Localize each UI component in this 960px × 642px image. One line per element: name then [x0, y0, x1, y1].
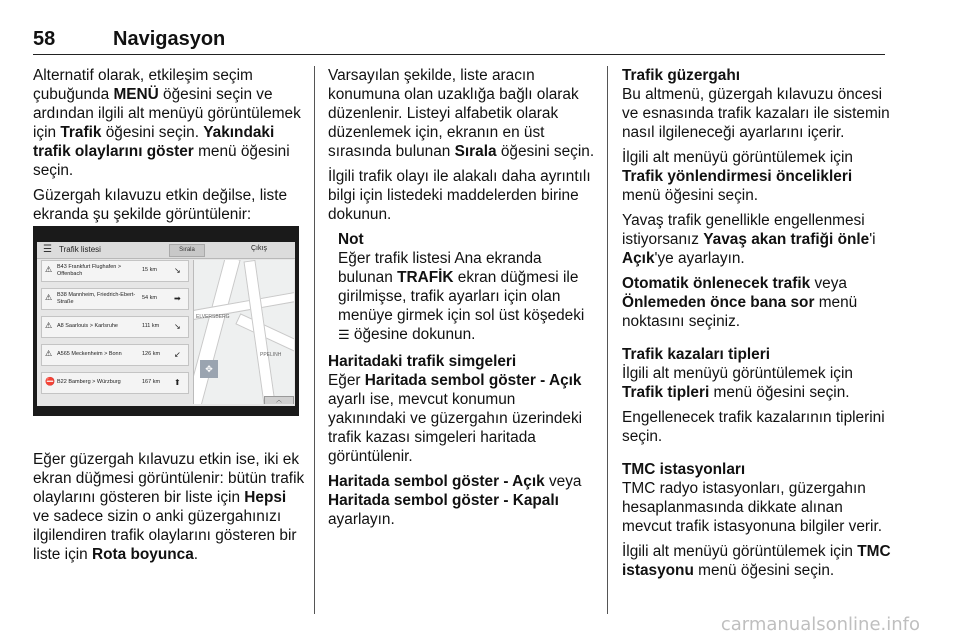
paragraph: Eğer güzergah kılavuzu etkin ise, iki ek ekran düğmesi görüntülenir: bütün trafik olaylarını gösteren bir liste için Hepsi ve sadece sizin o anki güzergahınızı ilgilendiren trafik olaylarını gösteren bir liste için Rota boyunca.: [33, 451, 305, 563]
traffic-list: [41, 260, 189, 404]
paragraph: Bu altmenü, güzergah kılavuzu öncesi ve esnasında trafik kazaları ile sistemin nasıl ilgileneceği ayarlarını içerir.: [622, 86, 890, 141]
paragraph: İlgili alt menüyü görüntülemek için TMC istasyonu menü öğesini seçin.: [622, 543, 891, 579]
list-item[interactable]: ⚠ B43 Frankfurt Flughafen > Offenbach 15 km ↘: [41, 260, 189, 282]
traffic-list-screenshot: [33, 226, 299, 416]
column-divider: [607, 66, 608, 614]
sort-button[interactable]: Sırala: [169, 244, 205, 257]
section-heading: Trafik güzergahı: [622, 67, 741, 84]
paragraph: İlgili alt menüyü görüntülemek için Trafik yönlendirmesi öncelikleri menü öğesini seçin.: [622, 149, 853, 204]
paragraph: İlgili trafik olayı ile alakalı daha ayrıntılı bilgi için listedeki maddelerden birine dokunun.: [328, 168, 591, 223]
column-2: [328, 66, 596, 535]
list-item[interactable]: ⚠ A8 Saarlouis > Karlsruhe 111 km ↘: [41, 316, 189, 338]
warning-icon: ⚠: [45, 349, 53, 358]
column-1-lower: [33, 450, 305, 570]
direction-arrow-icon: ➡: [174, 294, 181, 303]
map-label: PPELINH: [260, 352, 282, 358]
page-number: 58: [33, 28, 56, 50]
section-heading: TMC istasyonları: [622, 461, 746, 478]
paragraph: Eğer Haritada sembol göster - Açık ayarlı ise, mevcut konumun yakınındaki ve güzergahın üzerindeki trafik kazası simgeleri haritada görüntülenir.: [328, 372, 583, 465]
screen-title: Trafik listesi: [59, 245, 101, 254]
paragraph: Engellenecek trafik kazalarının tiplerini seçin.: [622, 409, 885, 445]
direction-arrow-icon: ⬆: [174, 378, 181, 387]
page-title: Navigasyon: [113, 28, 226, 50]
paragraph: Yavaş trafik genellikle engellenmesi istiyorsanız Yavaş akan trafiği önle'i Açık'ye ayarlayın.: [622, 212, 876, 267]
chevron-up-icon[interactable]: ︿: [264, 396, 294, 404]
exit-button[interactable]: Çıkış: [251, 245, 267, 252]
no-entry-icon: ⛔: [45, 377, 55, 386]
note-text: Eğer trafik listesi Ana ekranda bulunan TRAFİK ekran düğmesi ile girilmişse, trafik ayarları için olan menüye girmek için sol üst köşedeki ☰ öğesine dokunun.: [338, 250, 585, 343]
paragraph: Güzergah kılavuzu etkin değilse, liste ekranda şu şekilde görüntülenir:: [33, 187, 288, 223]
page-header: [33, 28, 885, 55]
compass-icon[interactable]: ✥: [200, 360, 218, 378]
direction-arrow-icon: ↙: [174, 350, 181, 359]
section-heading: Trafik kazaları tipleri: [622, 346, 770, 363]
paragraph: İlgili alt menüyü görüntülemek için Trafik tipleri menü öğesini seçin.: [622, 365, 853, 401]
warning-icon: ⚠: [45, 321, 53, 330]
note-box: [338, 230, 596, 344]
warning-icon: ⚠: [45, 293, 53, 302]
paragraph: Alternatif olarak, etkileşim seçim çubuğunda MENÜ öğesini seçin ve ardından ilgili alt menüyü görüntülemek için Trafik öğesini seçin. Yakındaki trafik olaylarını göster menü öğesini seçin.: [33, 67, 301, 179]
watermark: carmanualsonline.info: [720, 614, 920, 635]
paragraph: Haritada sembol göster - Açık veya Haritada sembol göster - Kapalı ayarlayın.: [328, 473, 582, 528]
section-heading: Haritadaki trafik simgeleri: [328, 353, 517, 370]
list-item[interactable]: ⛔ B22 Bamberg > Würzburg 167 km ⬆: [41, 372, 189, 394]
paragraph: Varsayılan şekilde, liste aracın konumuna olan uzaklığa bağlı olarak düzenlenir. Listeyi alfabetik olarak düzenlemek için, ekranın en üst sırasında bulunan Sırala öğesini seçin.: [328, 67, 595, 160]
paragraph: Otomatik önlenecek trafik veya Önlemeden önce bana sor menü noktasını seçiniz.: [622, 275, 858, 330]
direction-arrow-icon: ↘: [174, 266, 181, 275]
menu-icon: ☰: [43, 244, 52, 255]
map-view[interactable]: [193, 260, 294, 404]
map-label: ELVERSBERG: [196, 314, 230, 320]
list-item[interactable]: ⚠ A565 Meckenheim > Bonn 126 km ↙: [41, 344, 189, 366]
column-1: [33, 66, 305, 230]
screen-top-bar: [37, 242, 295, 259]
note-title: Not: [338, 231, 364, 248]
list-item[interactable]: ⚠ B38 Mannheim, Friedrich-Ebert-Straße 54 km ➡: [41, 288, 189, 310]
paragraph: TMC radyo istasyonları, güzergahın hesaplanmasında dikkate alınan mevcut trafik istasyonuna bilgiler verir.: [622, 480, 883, 535]
column-3: [622, 66, 892, 586]
menu-icon: ☰: [338, 327, 350, 342]
direction-arrow-icon: ↘: [174, 322, 181, 331]
column-divider: [314, 66, 315, 614]
warning-icon: ⚠: [45, 265, 53, 274]
